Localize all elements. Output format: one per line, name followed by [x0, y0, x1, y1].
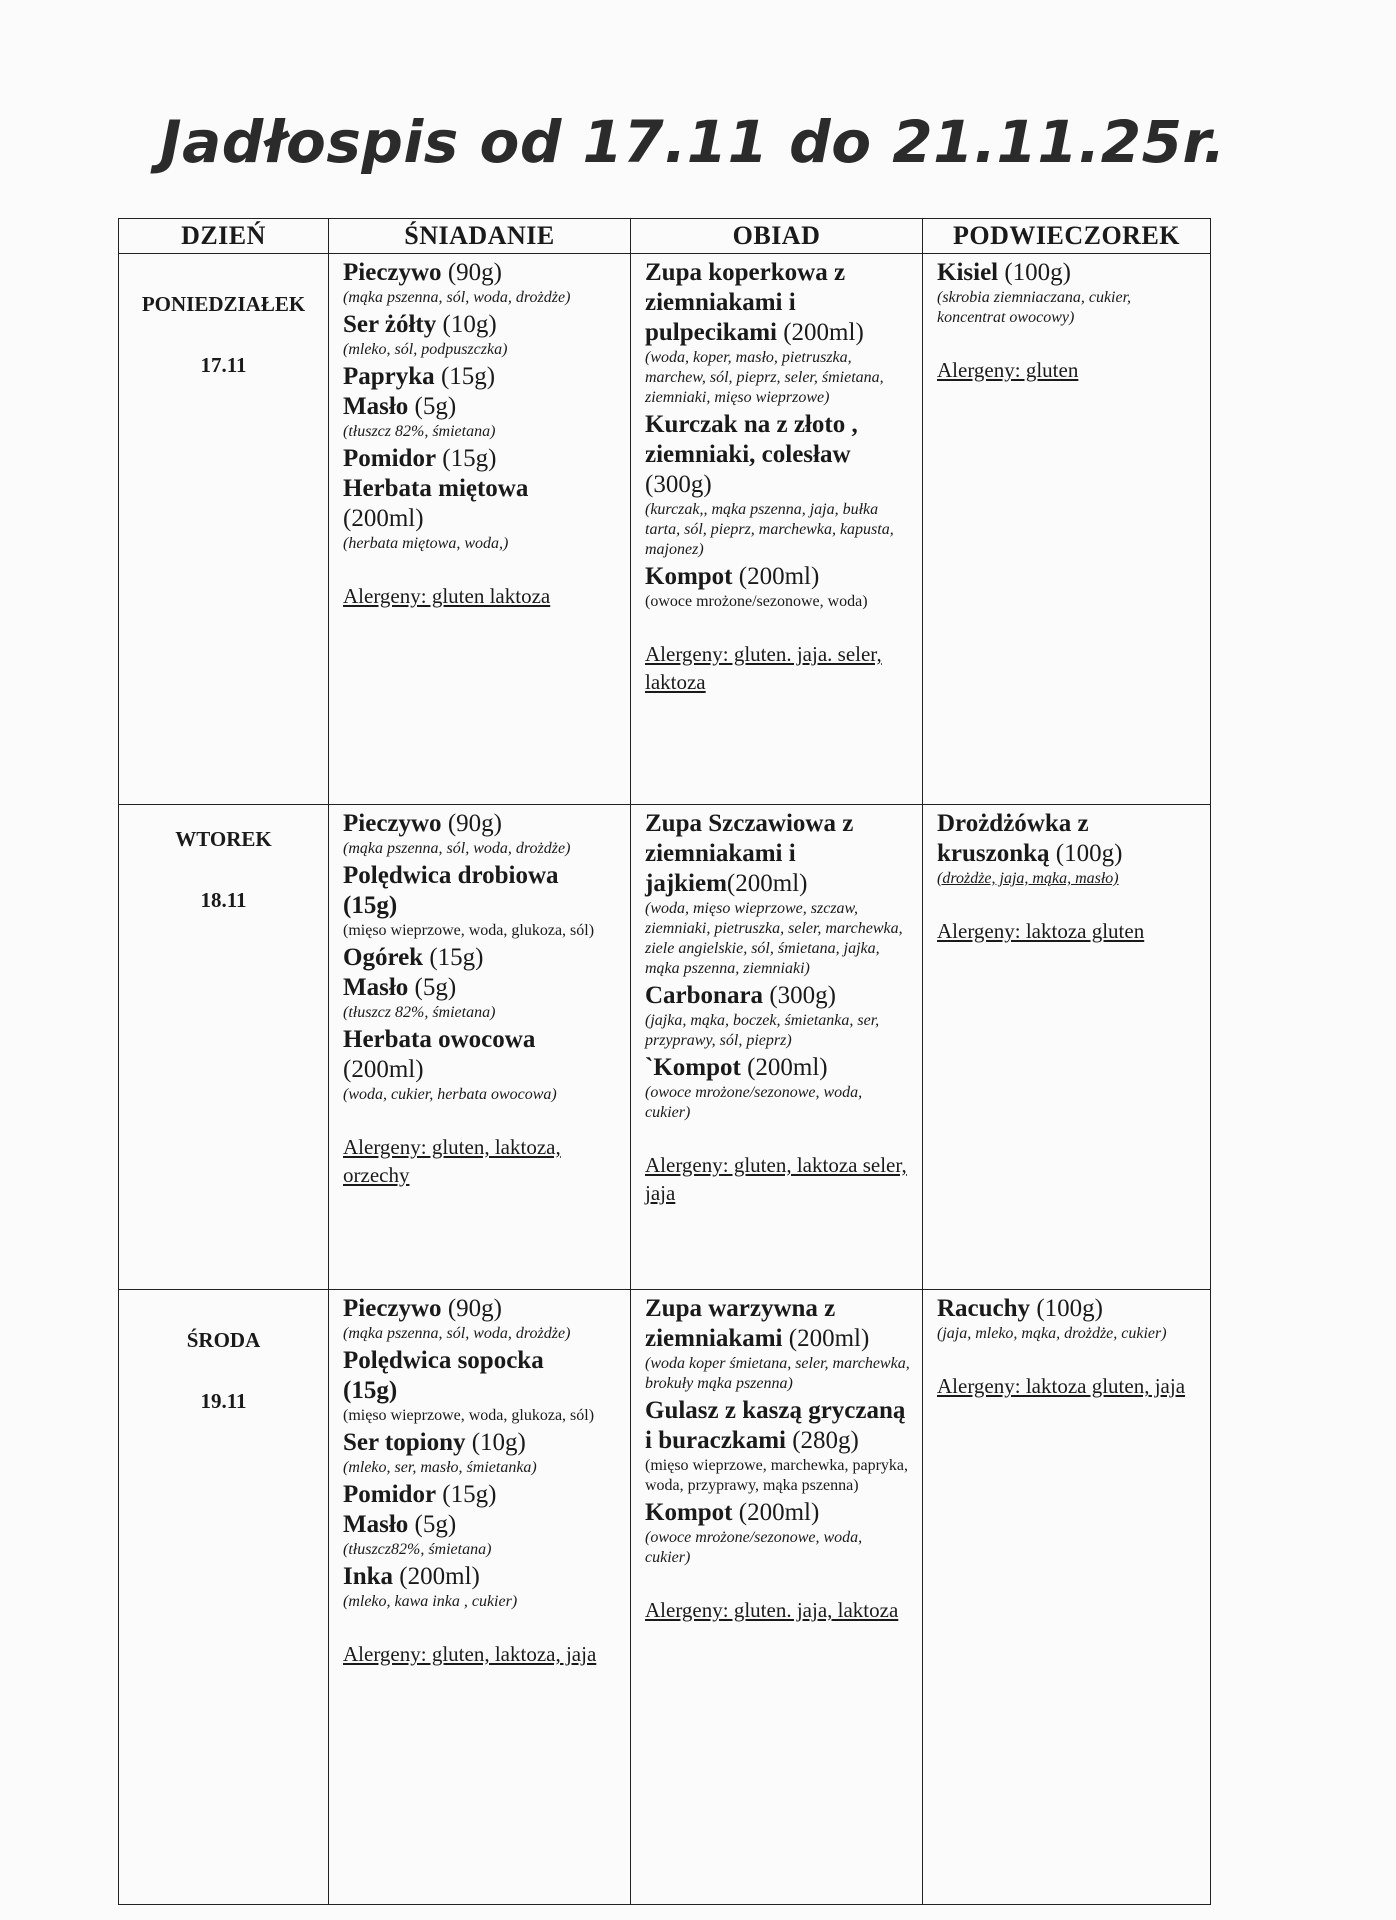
day-cell — [119, 1290, 329, 1905]
allergens: Alergeny: laktoza gluten, jaja — [937, 1374, 1186, 1398]
ingredients: (woda koper śmietana, seler, marchewka, brokuły mąka pszenna) — [645, 1355, 910, 1392]
ingredients: (mleko, ser, masło, śmietanka) — [343, 1459, 537, 1476]
day-cell — [119, 254, 329, 805]
snack-cell — [923, 805, 1211, 1290]
menu-item: `Kompot (200ml) — [645, 1054, 828, 1081]
snack-cell — [923, 1290, 1211, 1905]
allergens: Alergeny: gluten, laktoza, orzechy — [343, 1135, 561, 1187]
ingredients: (woda, mięso wieprzowe, szczaw, ziemniaki, pietruszka, seler, marchewka, ziele angielskie, sól, śmietana, jajka, mąka pszenna, ziemniaki) — [645, 900, 903, 977]
ingredients: (herbata miętowa, woda,) — [343, 535, 509, 552]
breakfast-cell — [329, 805, 631, 1290]
menu-item: Zupa Szczawiowa z ziemniakami i jajkiem(200ml) — [645, 810, 854, 897]
header-snack: PODWIECZOREK — [923, 219, 1211, 254]
menu-item: Pieczywo (90g) — [343, 810, 502, 837]
ingredients: (kurczak,, mąka pszenna, jaja, bułka tarta, sól, pieprz, marchewka, kapusta, majonez) — [645, 501, 894, 558]
menu-item: Ser żółty (10g) — [343, 311, 497, 338]
ingredients: (mięso wieprzowe, woda, glukoza, sól) — [343, 1407, 595, 1424]
ingredients: (woda, cukier, herbata owocowa) — [343, 1086, 557, 1103]
menu-item: Masło (5g) — [343, 393, 457, 420]
ingredients: (mąka pszenna, sól, woda, drożdże) — [343, 289, 571, 306]
ingredients: (jaja, mleko, mąka, drożdże, cukier) — [937, 1325, 1167, 1342]
menu-item: Zupa koperkowa z ziemniakami i pulpecikami (200ml) — [645, 259, 864, 346]
table-row — [119, 254, 1211, 805]
day-date: 19.11 — [200, 1389, 247, 1413]
table-row — [119, 1290, 1211, 1905]
menu-item: Herbata miętowa (200ml) — [343, 475, 529, 532]
ingredients: (skrobia ziemniaczana, cukier, koncentrat owocowy) — [937, 289, 1132, 326]
menu-item: Kurczak na z złoto , ziemniaki, colesław (300g) — [645, 411, 858, 498]
day-name: PONIEDZIAŁEK — [141, 292, 306, 316]
ingredients: (jajka, mąka, boczek, śmietanka, ser, przyprawy, sól, pieprz) — [645, 1012, 880, 1049]
menu-item: Inka (200ml) — [343, 1563, 480, 1590]
ingredients: (mąka pszenna, sól, woda, drożdże) — [343, 840, 571, 857]
table-header-row — [119, 219, 1211, 254]
ingredients: (tłuszcz 82%, śmietana) — [343, 423, 496, 440]
allergens: Alergeny: gluten. jaja, laktoza — [645, 1598, 899, 1622]
menu-item: Masło (5g) — [343, 974, 457, 1001]
ingredients: (owoce mrożone/sezonowe, woda, cukier) — [645, 1529, 863, 1566]
day-name: ŚRODA — [186, 1328, 261, 1352]
ingredients: (owoce mrożone/sezonowe, woda, cukier) — [645, 1084, 863, 1121]
lunch-cell — [631, 1290, 923, 1905]
menu-item: Papryka (15g) — [343, 363, 496, 390]
ingredients: (mięso wieprzowe, marchewka, papryka, woda, przyprawy, mąka pszenna) — [645, 1457, 908, 1494]
breakfast-cell — [329, 254, 631, 805]
day-date: 17.11 — [200, 353, 247, 377]
menu-item: Pomidor (15g) — [343, 445, 497, 472]
menu-item: Kompot (200ml) — [645, 563, 820, 590]
allergens: Alergeny: laktoza gluten — [937, 919, 1145, 943]
allergens: Alergeny: gluten. jaja. seler, laktoza — [645, 642, 882, 694]
menu-item: Zupa warzywna z ziemniakami (200ml) — [645, 1295, 870, 1352]
header-day: DZIEŃ — [119, 219, 329, 254]
ingredients: (mięso wieprzowe, woda, glukoza, sól) — [343, 922, 595, 939]
lunch-cell — [631, 805, 923, 1290]
ingredients: (owoce mrożone/sezonowe, woda) — [645, 593, 868, 610]
snack-cell — [923, 254, 1211, 805]
allergens: Alergeny: gluten — [937, 358, 1079, 382]
breakfast-cell — [329, 1290, 631, 1905]
menu-item: Drożdżówka z kruszonką (100g) — [937, 810, 1123, 867]
ingredients: (mąka pszenna, sól, woda, drożdże) — [343, 1325, 571, 1342]
menu-item: Ogórek (15g) — [343, 944, 484, 971]
menu-item: Herbata owocowa (200ml) — [343, 1026, 536, 1083]
header-breakfast: ŚNIADANIE — [329, 219, 631, 254]
day-name: WTOREK — [175, 827, 272, 851]
allergens: Alergeny: gluten, laktoza seler, jaja — [645, 1153, 907, 1205]
menu-table — [118, 218, 1211, 1905]
allergens: Alergeny: gluten, laktoza, jaja — [343, 1642, 597, 1666]
allergens: Alergeny: gluten laktoza — [343, 584, 551, 608]
day-date: 18.11 — [200, 888, 247, 912]
menu-item: Polędwica drobiowa (15g) — [343, 862, 559, 919]
menu-item: Pieczywo (90g) — [343, 1295, 502, 1322]
day-cell — [119, 805, 329, 1290]
menu-item: Carbonara (300g) — [645, 982, 836, 1009]
page-title: Jadłospis od 17.11 do 21.11.25r. — [160, 108, 1226, 176]
menu-item: Racuchy (100g) — [937, 1295, 1103, 1322]
ingredients: (mleko, sól, podpuszczka) — [343, 341, 508, 358]
lunch-cell — [631, 254, 923, 805]
menu-item: Pomidor (15g) — [343, 1481, 497, 1508]
menu-item: Pieczywo (90g) — [343, 259, 502, 286]
menu-item: Gulasz z kaszą gryczaną i buraczkami (280g) — [645, 1397, 906, 1454]
ingredients: (drożdże, jaja, mąka, masło) — [937, 870, 1119, 887]
ingredients: (tłuszcz 82%, śmietana) — [343, 1004, 496, 1021]
menu-item: Polędwica sopocka (15g) — [343, 1347, 544, 1404]
ingredients: (woda, koper, masło, pietruszka, marchew, sól, pieprz, seler, śmietana, ziemniaki, mięso wieprzowe) — [645, 349, 884, 406]
menu-item: Kompot (200ml) — [645, 1499, 820, 1526]
ingredients: (mleko, kawa inka , cukier) — [343, 1593, 518, 1610]
menu-item: Masło (5g) — [343, 1511, 457, 1538]
menu-item: Kisiel (100g) — [937, 259, 1072, 286]
table-row — [119, 805, 1211, 1290]
ingredients: (tłuszcz82%, śmietana) — [343, 1541, 492, 1558]
header-lunch: OBIAD — [631, 219, 923, 254]
menu-item: Ser topiony (10g) — [343, 1429, 526, 1456]
